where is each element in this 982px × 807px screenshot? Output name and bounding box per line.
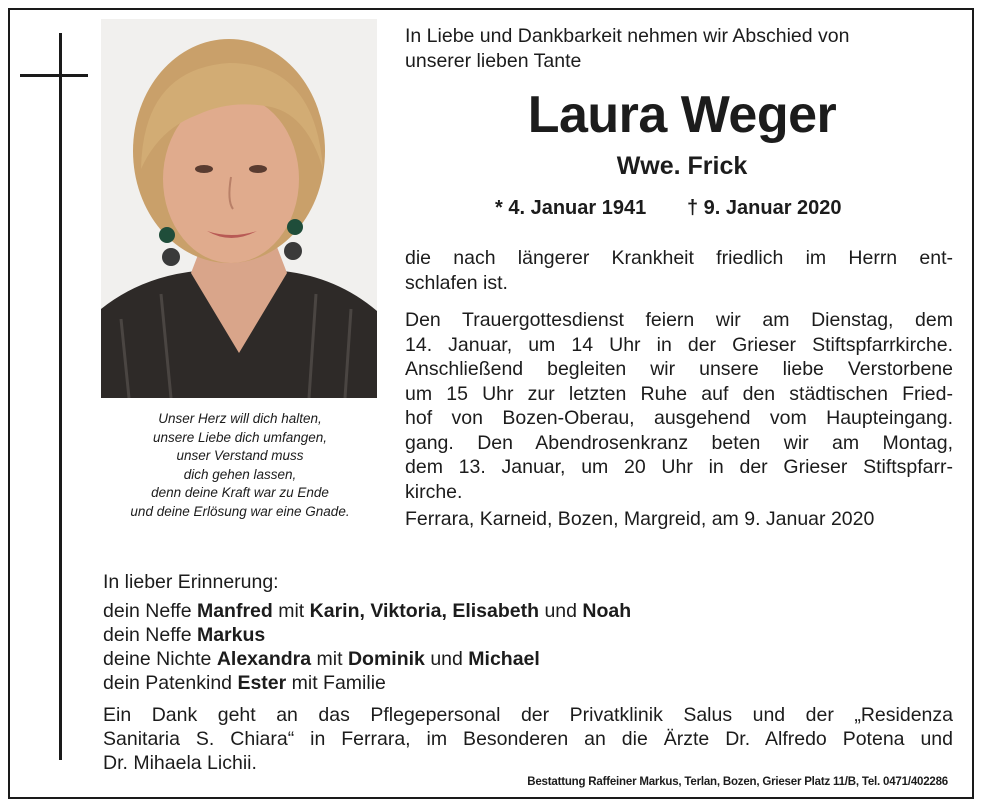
place-and-date [405,507,953,532]
text-line: um 15 Uhr zur letzten Ruhe auf den städtischen Fried- [405,382,953,405]
passing-paragraph [405,246,953,295]
mourners-list [103,599,953,695]
intro-line: unserer lieben Tante [405,50,582,72]
text-line: Anschließend begleiten wir unsere liebe Verstorbene [405,358,953,380]
mourner-name: Ester [237,672,287,694]
mourner-name: Alexandra [216,648,312,670]
funeral-paragraph [405,308,953,504]
poem-line: denn deine Kraft war zu Ende [151,485,329,500]
text-line: kirche. [405,480,463,503]
thanks-paragraph [103,703,953,775]
intro-text [405,24,953,74]
death-date: † 9. Januar 2020 [687,197,842,219]
mourner-connector: mit [272,600,310,622]
text-line: schlafen ist. [405,271,508,294]
text-line: dem 13. Januar, um 20 Uhr in der Grieser Stiftspfarr- [405,456,953,478]
mourner-name: Manfred [196,600,273,622]
mourner-line [103,647,953,671]
text-line: hof von Bozen-Oberau, ausgehend vom Haupteingang. [405,407,953,429]
birth-date: * 4. Januar 1941 [495,197,647,219]
text-line: 14. Januar, um 14 Uhr in der Grieser Stiftspfarrkirche. [405,333,953,356]
text-line: Ein Dank geht an das Pflegepersonal der Privatklinik Salus und der „Residenza [103,704,953,726]
text-line: gang. Den Abendrosenkranz beten wir am Montag, [405,431,953,454]
mourner-line [103,623,953,647]
cross-icon-horizontal [20,74,88,77]
text-line: die nach längerer Krankheit friedlich im Herrn ent- [405,247,953,269]
text-line: Den Trauergottesdienst feiern wir am Dienstag, dem [405,309,953,331]
poem-line: und deine Erlösung war eine Gnade. [130,503,350,519]
mourner-connector: mit Familie [286,672,386,694]
mourner-line [103,671,953,695]
mourner-line [103,599,953,623]
mourner-name: Markus [196,624,266,646]
mourner-connector: und [539,600,583,622]
cross-icon-vertical [59,33,62,760]
mourner-connector: mit [311,648,348,670]
mourner-name: Michael [468,648,540,670]
mourner-name: Dominik [347,648,425,670]
deceased-name: Laura Weger [527,86,837,144]
text-line: Dr. Mihaela Lichii. [103,752,257,774]
mourner-name: Karin, Viktoria, Elisabeth [309,600,540,622]
poem-line: unsere Liebe dich umfangen, [152,429,328,445]
text-line: Sanitaria S. Chiara“ in Ferrara, im Besonderen an die Ärzte Dr. Alfredo Potena und [103,728,953,750]
poem-line: unser Verstand muss [176,448,304,463]
memory-heading: In lieber Erinnerung: [103,571,279,593]
poem-line: Unser Herz will dich halten, [158,411,322,426]
mourner-relation: deine Nichte [103,648,217,670]
mourner-relation: dein Patenkind [103,672,238,694]
intro-line: In Liebe und Dankbarkeit nehmen wir Abschied von [405,25,850,47]
text-line: Ferrara, Karneid, Bozen, Margreid, am 9. Januar 2020 [405,508,875,530]
funeral-home-footer: Bestattung Raffeiner Markus, Terlan, Bozen, Grieser Platz 11/B, Tel. 0471/402286 [527,776,948,788]
mourner-connector: und [424,648,469,670]
mourner-relation: dein Neffe [103,600,197,622]
deceased-maiden-name: Wwe. Frick [616,152,748,180]
mourner-name: Noah [582,600,632,622]
mourner-relation: dein Neffe [103,624,197,646]
poem-line: dich gehen lassen, [183,466,297,482]
portrait-photo [101,19,377,398]
memorial-poem [96,410,384,521]
